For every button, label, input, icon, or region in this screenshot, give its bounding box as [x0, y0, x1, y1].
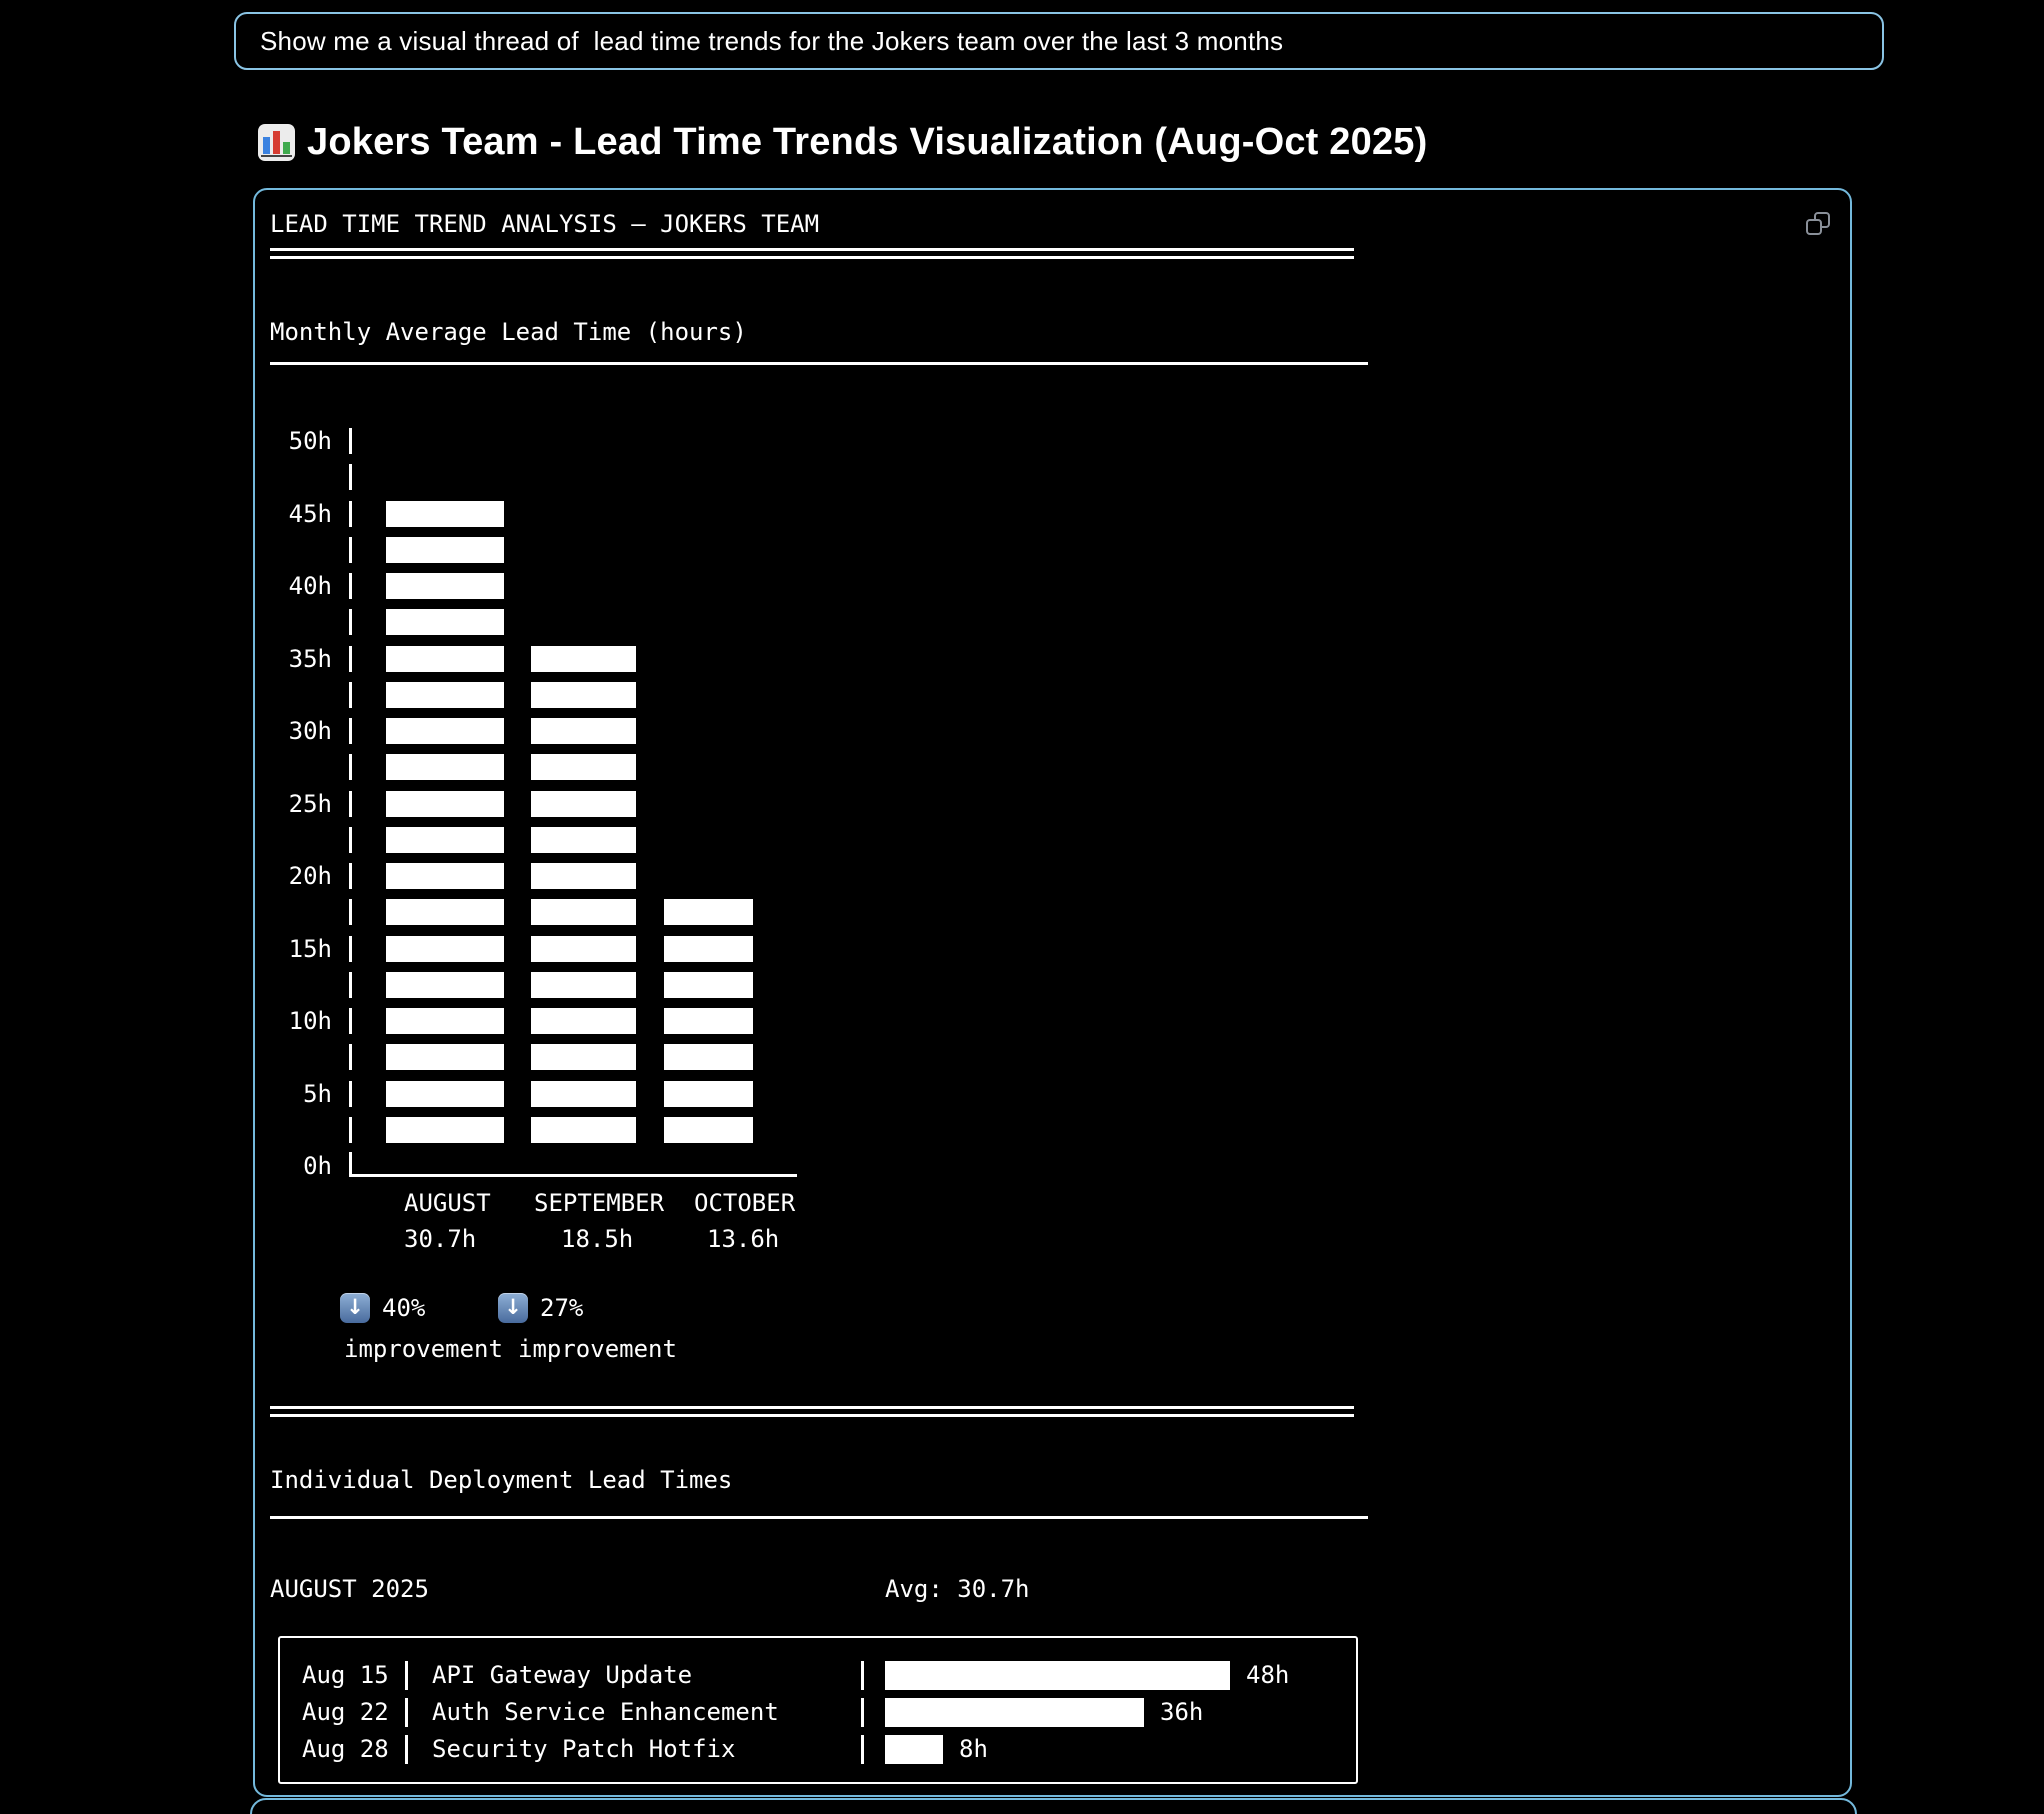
y-axis-tick: [349, 1044, 352, 1070]
improvement-pct-1: 40%: [382, 1294, 426, 1322]
column-divider: [861, 1735, 864, 1764]
chart-row: [285, 568, 825, 604]
y-axis-tick: [349, 936, 352, 962]
chart-row: [285, 496, 825, 532]
code-title: LEAD TIME TREND ANALYSIS — JOKERS TEAM: [270, 210, 820, 238]
bar-block-august: [386, 1008, 504, 1034]
chart-heading: Monthly Average Lead Time (hours): [270, 318, 747, 346]
double-separator-mid: [270, 1406, 1354, 1417]
chart-row: [285, 967, 825, 1003]
y-axis-tick: [349, 972, 352, 998]
improvement-pct-2: 27%: [540, 1294, 584, 1322]
bar-block-september: [531, 1117, 636, 1143]
y-axis-tick: [349, 863, 352, 889]
y-axis-tick-label: 0h: [303, 1152, 332, 1180]
chart-row: [285, 1076, 825, 1112]
y-axis-tick: [349, 1008, 352, 1034]
y-axis-tick: [349, 791, 352, 817]
deployment-row: [280, 1657, 1356, 1694]
page-title-text: Jokers Team - Lead Time Trends Visualization (Aug-Oct 2025): [307, 120, 1428, 163]
value-october: 13.6h: [707, 1225, 780, 1253]
y-axis-tick-label: 15h: [288, 934, 332, 963]
y-axis-tick: [349, 718, 352, 744]
chart-row: [285, 1039, 825, 1075]
bar-block-august: [386, 936, 504, 962]
deployments-avg-label: Avg: 30.7h: [885, 1575, 1030, 1603]
y-axis-tick: [349, 537, 352, 563]
bar-block-august: [386, 791, 504, 817]
bar-block-october: [664, 899, 753, 925]
deployment-task: Auth Service Enhancement: [432, 1698, 779, 1726]
bar-block-september: [531, 754, 636, 780]
bar-block-october: [664, 1008, 753, 1034]
chart-row: [285, 1148, 825, 1184]
y-axis-tick-label: 40h: [288, 572, 332, 600]
bar-block-september: [531, 863, 636, 889]
code-block-next: [250, 1798, 1857, 1814]
deployment-hours-label: 36h: [1160, 1698, 1204, 1726]
bar-block-september: [531, 1081, 636, 1107]
y-axis-tick: [349, 501, 352, 527]
column-divider: [861, 1698, 864, 1727]
bar-block-august: [386, 718, 504, 744]
bar-block-august: [386, 646, 504, 672]
deployments-underline: [270, 1516, 1368, 1519]
bar-block-september: [531, 936, 636, 962]
deployment-row: [280, 1731, 1356, 1768]
y-axis-tick: [349, 646, 352, 672]
improvement-word-1: improvement: [344, 1335, 503, 1363]
bar-block-august: [386, 501, 504, 527]
double-separator-top: [270, 248, 1354, 259]
bar-block-august: [386, 827, 504, 853]
deployment-hours-bar: [885, 1735, 943, 1764]
bar-block-september: [531, 1044, 636, 1070]
column-divider: [405, 1698, 408, 1727]
bar-block-august: [386, 1081, 504, 1107]
deployment-hours-label: 48h: [1246, 1661, 1290, 1689]
bar-block-august: [386, 899, 504, 925]
bar-block-august: [386, 754, 504, 780]
y-axis-tick-label: 50h: [288, 427, 332, 455]
bar-block-august: [386, 609, 504, 635]
y-axis-tick: [349, 573, 352, 599]
y-axis-tick: [349, 609, 352, 635]
bar-block-october: [664, 1044, 753, 1070]
bar-block-august: [386, 537, 504, 563]
deployment-hours-label: 8h: [959, 1735, 988, 1763]
y-axis-tick-label: 35h: [288, 644, 332, 673]
prompt-input[interactable]: [234, 12, 1884, 70]
y-axis-tick-label: 20h: [288, 862, 332, 890]
bar-block-september: [531, 646, 636, 672]
bar-chart-emoji-icon: [258, 124, 295, 161]
code-block-lead-time-analysis: [253, 188, 1852, 1797]
y-axis-tick-label: 30h: [288, 717, 332, 745]
x-axis-baseline: [349, 1174, 797, 1177]
x-axis-corner: [349, 1152, 352, 1176]
chart-row: [285, 459, 825, 495]
chart-row: [285, 1003, 825, 1039]
chart-row: [285, 931, 825, 967]
chart-row: [285, 713, 825, 749]
deployment-table: [278, 1636, 1358, 1784]
bar-block-august: [386, 1117, 504, 1143]
column-divider: [861, 1661, 864, 1690]
chart-row: [285, 532, 825, 568]
chart-row: [285, 1112, 825, 1148]
bar-block-october: [664, 972, 753, 998]
bar-block-august: [386, 1044, 504, 1070]
deployment-date: Aug 15: [302, 1661, 389, 1689]
page-title: [258, 118, 1427, 166]
down-arrow-emoji-icon: [340, 1293, 370, 1323]
down-arrow-emoji-icon: [498, 1293, 528, 1323]
bar-block-september: [531, 972, 636, 998]
bar-block-september: [531, 791, 636, 817]
deployments-month-header: AUGUST 2025: [270, 1575, 429, 1603]
y-axis-tick: [349, 464, 352, 490]
value-september: 18.5h: [561, 1225, 634, 1253]
deployment-task: API Gateway Update: [432, 1661, 693, 1689]
bar-block-september: [531, 899, 636, 925]
xlabel-october: OCTOBER: [694, 1189, 796, 1217]
copy-icon[interactable]: [1806, 212, 1832, 238]
y-axis-tick: [349, 754, 352, 780]
deployment-hours-bar: [885, 1698, 1144, 1727]
chart-row: [285, 423, 825, 459]
y-axis-tick-label: 45h: [288, 499, 332, 528]
bar-block-september: [531, 718, 636, 744]
bar-block-september: [531, 1008, 636, 1034]
chart-heading-underline: [270, 362, 1368, 365]
bar-block-august: [386, 972, 504, 998]
y-axis-tick: [349, 682, 352, 708]
improvement-word-2: improvement: [518, 1335, 677, 1363]
y-axis-tick-label: 10h: [288, 1007, 332, 1035]
chart-row: [285, 786, 825, 822]
bar-block-october: [664, 1117, 753, 1143]
y-axis-tick: [349, 428, 352, 454]
bar-block-october: [664, 1081, 753, 1107]
y-axis-tick: [349, 899, 352, 925]
y-axis-tick-label: 25h: [288, 789, 332, 818]
bar-block-august: [386, 682, 504, 708]
column-divider: [405, 1661, 408, 1690]
xlabel-september: SEPTEMBER: [534, 1189, 665, 1217]
deployments-section-title: Individual Deployment Lead Times: [270, 1466, 733, 1494]
bar-block-september: [531, 827, 636, 853]
bar-block-october: [664, 936, 753, 962]
y-axis-tick-label: 5h: [303, 1079, 332, 1108]
deployment-date: Aug 22: [302, 1698, 389, 1726]
chart-row: [285, 604, 825, 640]
chart-row: [285, 641, 825, 677]
y-axis-tick: [349, 1081, 352, 1107]
y-axis-tick: [349, 827, 352, 853]
deployment-date: Aug 28: [302, 1735, 389, 1763]
chart-row: [285, 749, 825, 785]
chart-row: [285, 677, 825, 713]
y-axis-tick: [349, 1117, 352, 1143]
chart-row: [285, 894, 825, 930]
prompt-text: Show me a visual thread of lead time trends for the Jokers team over the last 3 months: [260, 25, 1284, 56]
bar-block-august: [386, 863, 504, 889]
column-divider: [405, 1735, 408, 1764]
chart-row: [285, 822, 825, 858]
deployment-hours-bar: [885, 1661, 1230, 1690]
value-august: 30.7h: [404, 1225, 477, 1253]
chart-row: [285, 858, 825, 894]
bar-block-september: [531, 682, 636, 708]
deployment-task: Security Patch Hotfix: [432, 1735, 736, 1763]
xlabel-august: AUGUST: [404, 1189, 491, 1217]
bar-block-august: [386, 573, 504, 599]
deployment-row: [280, 1694, 1356, 1731]
